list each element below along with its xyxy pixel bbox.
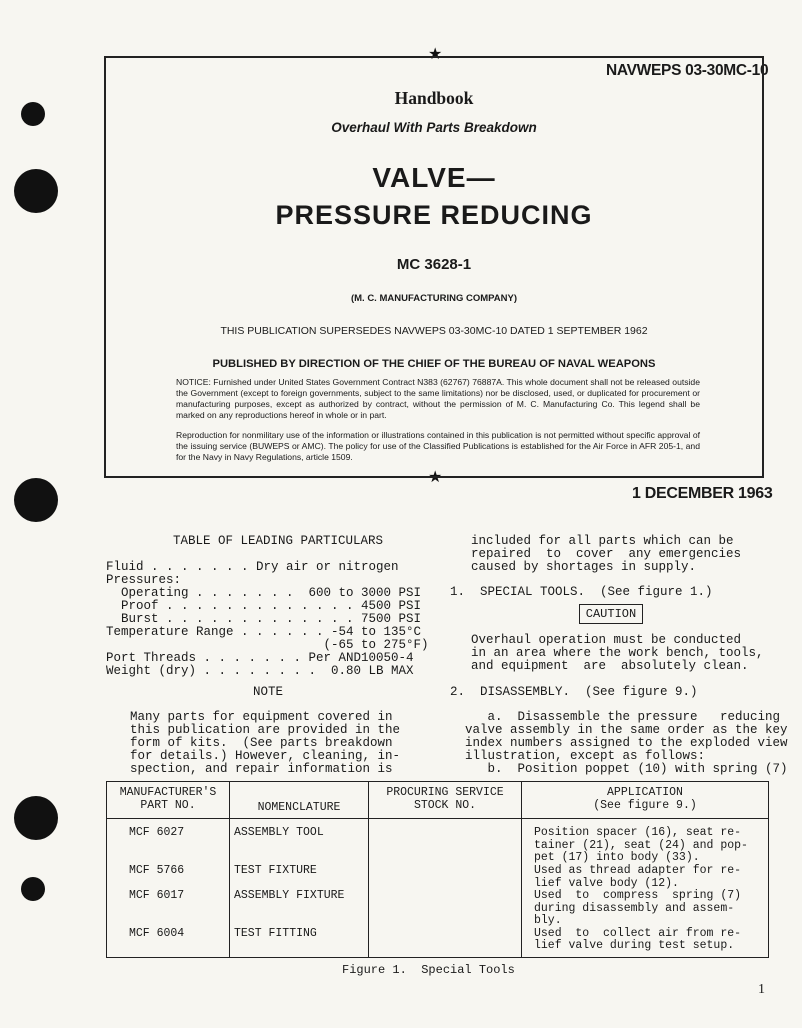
disassembly-text: [465, 711, 788, 776]
disassembly-line: b. Position poppet (10) with spring (7): [465, 762, 788, 776]
note-body: [130, 711, 400, 776]
header-part-no: MANUFACTURER'S PART NO.: [107, 782, 230, 819]
particulars-heading: TABLE OF LEADING PARTICULARS: [173, 534, 384, 548]
disassembly-line: illustration, except as follows:: [465, 749, 706, 763]
published-by-statement: PUBLISHED BY DIRECTION OF THE CHIEF OF THE BUREAU OF NAVAL WEAPONS: [212, 358, 656, 370]
intro-line: repaired to cover any emergencies: [471, 547, 742, 561]
table-row: [107, 890, 769, 928]
supersedes-statement: THIS PUBLICATION SUPERSEDES NAVWEPS 03-30MC-10 DATED 1 SEPTEMBER 1962: [220, 325, 648, 337]
handbook-heading: Handbook: [394, 88, 474, 108]
particulars-row: Fluid . . . . . . . Dry air or nitrogen: [106, 560, 399, 574]
cell-part-no: MCF 6027: [107, 819, 230, 866]
intro-line: caused by shortages in supply.: [471, 560, 697, 574]
reproduction-paragraph: Reproduction for nonmilitary use of the information or illustrations contained in this publication is not permitted without specific approval of the issuing service (BUWEPS or AMC). The policy for use of the Classified Publications is established for the Air Force in AFR 205-1, and for the Navy in Navy Regulations, article 1509.: [176, 430, 700, 462]
binder-hole-bottom: [21, 877, 45, 901]
cell-nomenclature: ASSEMBLY FIXTURE: [230, 890, 369, 928]
cell-stock-no: [369, 819, 522, 866]
note-line: form of kits. (See parts breakdown: [130, 736, 393, 750]
table-row: [107, 928, 769, 958]
document-number: NAVWEPS 03-30MC-10: [606, 62, 769, 79]
section-disassembly-heading: 2. DISASSEMBLY. (See figure 9.): [450, 685, 698, 699]
cover-box: [104, 56, 764, 478]
note-line: for details.) However, cleaning, in-: [130, 749, 401, 763]
header-nomenclature: NOMENCLATURE: [230, 782, 369, 819]
cell-application: Used to compress spring (7) during disassembly and assem- bly.: [522, 890, 769, 928]
publication-date: 1 DECEMBER 1963: [632, 485, 773, 502]
binder-hole-upper: [14, 169, 58, 213]
disassembly-line: a. Disassemble the pressure reducing: [465, 710, 781, 724]
particulars-row: Burst . . . . . . . . . . . . . 7500 PSI: [106, 612, 422, 626]
particulars-row: Operating . . . . . . . 600 to 3000 PSI: [106, 586, 422, 600]
particulars-list: [106, 561, 429, 678]
cell-nomenclature: TEST FIXTURE: [230, 865, 369, 890]
intro-line: included for all parts which can be: [471, 534, 734, 548]
figure-caption: Figure 1. Special Tools: [342, 963, 515, 977]
cell-application: Used as thread adapter for re- lief valve body (12).: [522, 865, 769, 890]
disassembly-line: index numbers assigned to the exploded view: [465, 736, 788, 750]
particulars-row: Temperature Range . . . . . . -54 to 135°C: [106, 625, 422, 639]
star-ornament-top: ★: [428, 46, 443, 63]
particulars-row: (-65 to 275°F): [106, 638, 429, 652]
intro-continuation: [471, 535, 741, 574]
caution-text: [471, 634, 764, 673]
note-line: spection, and repair information is: [130, 762, 393, 776]
note-line: this publication are provided in the: [130, 723, 401, 737]
disassembly-line: valve assembly in the same order as the key: [465, 723, 788, 737]
particulars-row: Proof . . . . . . . . . . . . . 4500 PSI: [106, 599, 422, 613]
particulars-row: Weight (dry) . . . . . . . . 0.80 LB MAX: [106, 664, 414, 678]
model-number: MC 3628-1: [396, 256, 472, 273]
title-line-2: PRESSURE REDUCING: [275, 200, 593, 230]
caution-line: and equipment are absolutely clean.: [471, 659, 749, 673]
cell-nomenclature: TEST FITTING: [230, 928, 369, 958]
particulars-row: Port Threads . . . . . . . Per AND10050-4: [106, 651, 414, 665]
notice-paragraph: NOTICE: Furnished under United States Government Contract N383 (62767) 76887A. This whole document shall not be released outside the Government (except to foreign governments, subject to the same limitations) nor be disclosed, used, or duplicated for procurement or manufacturing purposes, except as authorized by contract, without the permission of M. C. Manufacturing Co. This legend shall be marked on any reproductions hereof in whole or in part.: [176, 377, 700, 420]
special-tools-table: [106, 781, 769, 958]
page-number: 1: [758, 982, 765, 997]
table-row: [107, 865, 769, 890]
cell-stock-no: [369, 890, 522, 928]
binder-hole-lower: [14, 796, 58, 840]
cell-nomenclature: ASSEMBLY TOOL: [230, 819, 369, 866]
binder-hole-middle: [14, 478, 58, 522]
caution-line: Overhaul operation must be conducted: [471, 633, 742, 647]
cell-part-no: MCF 6004: [107, 928, 230, 958]
caution-box: CAUTION: [579, 604, 643, 624]
caution-line: in an area where the work bench, tools,: [471, 646, 764, 660]
cell-stock-no: [369, 865, 522, 890]
cell-application: Position spacer (16), seat re- tainer (21), seat (24) and pop- pet (17) into body (33).: [522, 819, 769, 866]
header-application: APPLICATION (See figure 9.): [522, 782, 769, 819]
binder-hole-top: [21, 102, 45, 126]
table-row: [107, 819, 769, 866]
title-line-1: VALVE—: [372, 162, 496, 193]
handbook-subtitle: Overhaul With Parts Breakdown: [331, 120, 537, 135]
manufacturer-name: (M. C. MANUFACTURING COMPANY): [350, 293, 518, 304]
note-line: Many parts for equipment covered in: [130, 710, 393, 724]
star-ornament-bottom: ★: [428, 469, 443, 486]
cell-application: Used to collect air from re- lief valve during test setup.: [522, 928, 769, 958]
particulars-row: Pressures:: [106, 573, 182, 587]
cell-part-no: MCF 6017: [107, 890, 230, 928]
table-header-row: [107, 782, 769, 819]
header-stock-no: PROCURING SERVICE STOCK NO.: [369, 782, 522, 819]
section-special-tools-heading: 1. SPECIAL TOOLS. (See figure 1.): [450, 585, 713, 599]
note-heading: NOTE: [253, 685, 284, 699]
cell-part-no: MCF 5766: [107, 865, 230, 890]
cell-stock-no: [369, 928, 522, 958]
